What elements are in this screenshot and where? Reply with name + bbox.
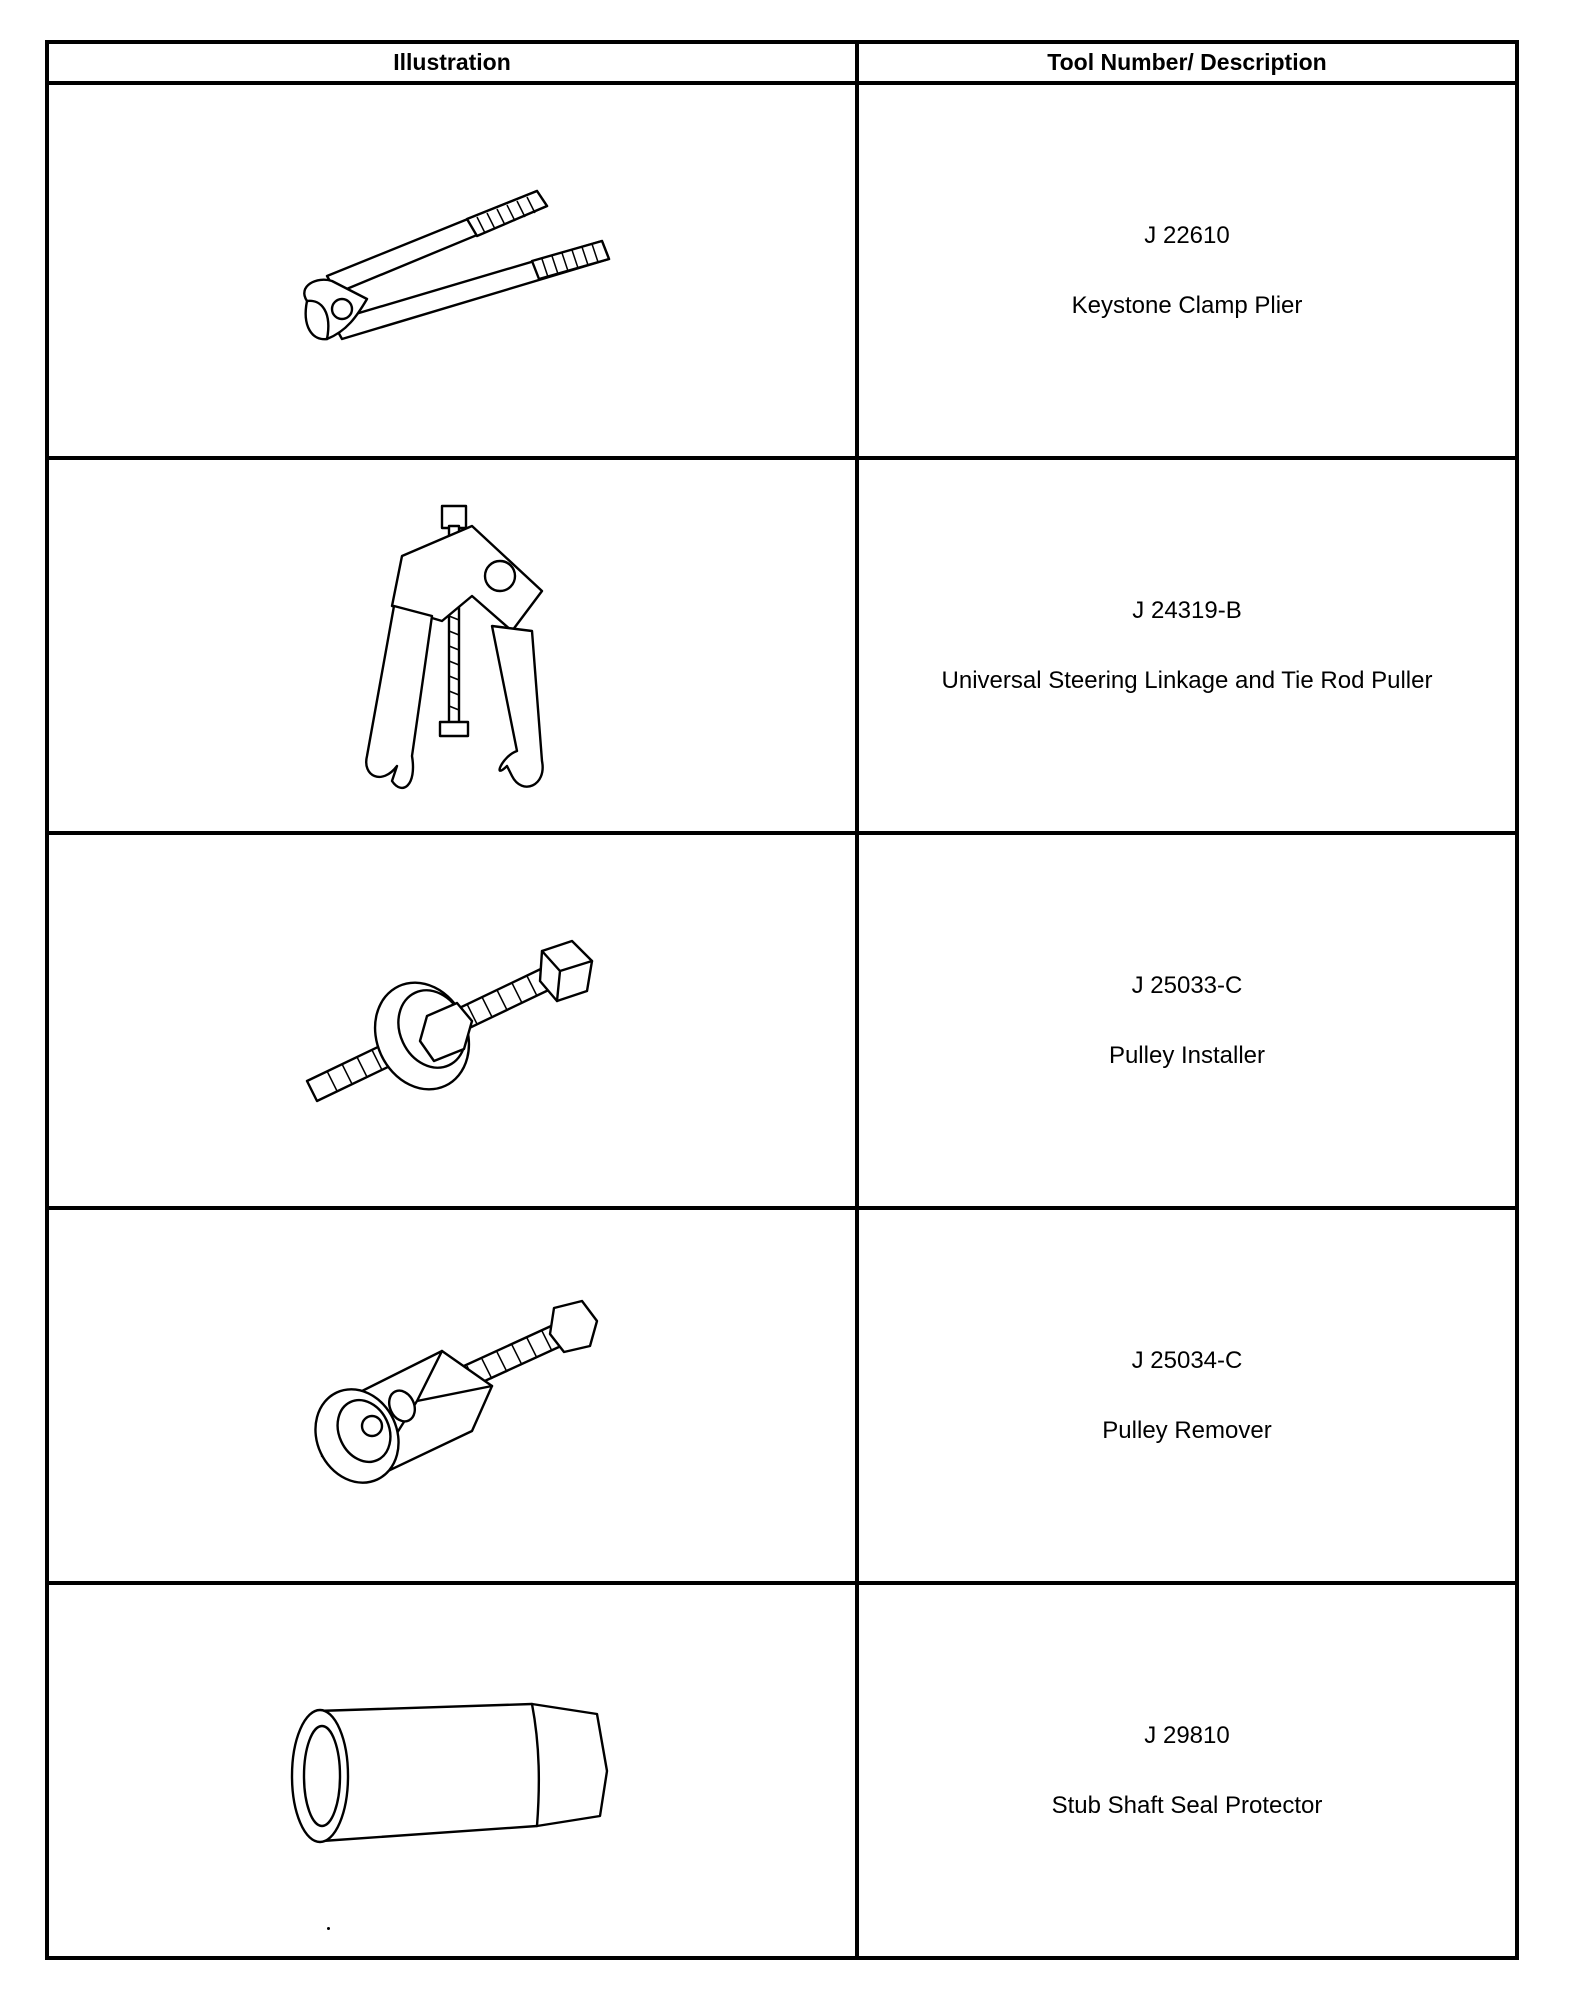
tool-number: J 25034-C [1131,1346,1243,1374]
tool-description-cell [857,458,1517,833]
tool-description: Pulley Installer [1108,1041,1266,1069]
pulley-remover-icon [292,1296,612,1496]
tool-number: J 22610 [1144,221,1230,249]
stray-dot [327,1927,330,1930]
table-row [47,83,1517,458]
tool-description: Pulley Remover [1102,1416,1272,1444]
tie-rod-puller-icon [322,496,582,796]
illustration-header: Illustration [47,42,857,83]
tool-number: J 25033-C [1131,971,1243,999]
pulley-installer-icon [292,921,612,1121]
tool-description: Universal Steering Linkage and Tie Rod Puller [941,666,1433,694]
tool-description-cell [857,1208,1517,1583]
seal-protector-icon [282,1686,622,1856]
table-row [47,458,1517,833]
tool-description-cell [857,833,1517,1208]
illustration-cell [47,458,857,833]
table-row [47,1583,1517,1958]
table-row [47,833,1517,1208]
tool-description-header: Tool Number/ Description [857,42,1517,83]
illustration-cell [47,1208,857,1583]
keystone-clamp-plier-icon [287,181,617,361]
tool-number: J 24319-B [1132,596,1242,624]
tool-number: J 29810 [1144,1721,1230,1749]
illustration-cell [47,1583,857,1958]
tool-description: Stub Shaft Seal Protector [1051,1791,1323,1819]
illustration-cell [47,833,857,1208]
tool-description-cell [857,1583,1517,1958]
table-header-row [47,42,1517,83]
tool-description: Keystone Clamp Plier [1071,291,1303,319]
special-tools-table [45,40,1519,1960]
tool-description-cell [857,83,1517,458]
illustration-cell [47,83,857,458]
table-row [47,1208,1517,1583]
